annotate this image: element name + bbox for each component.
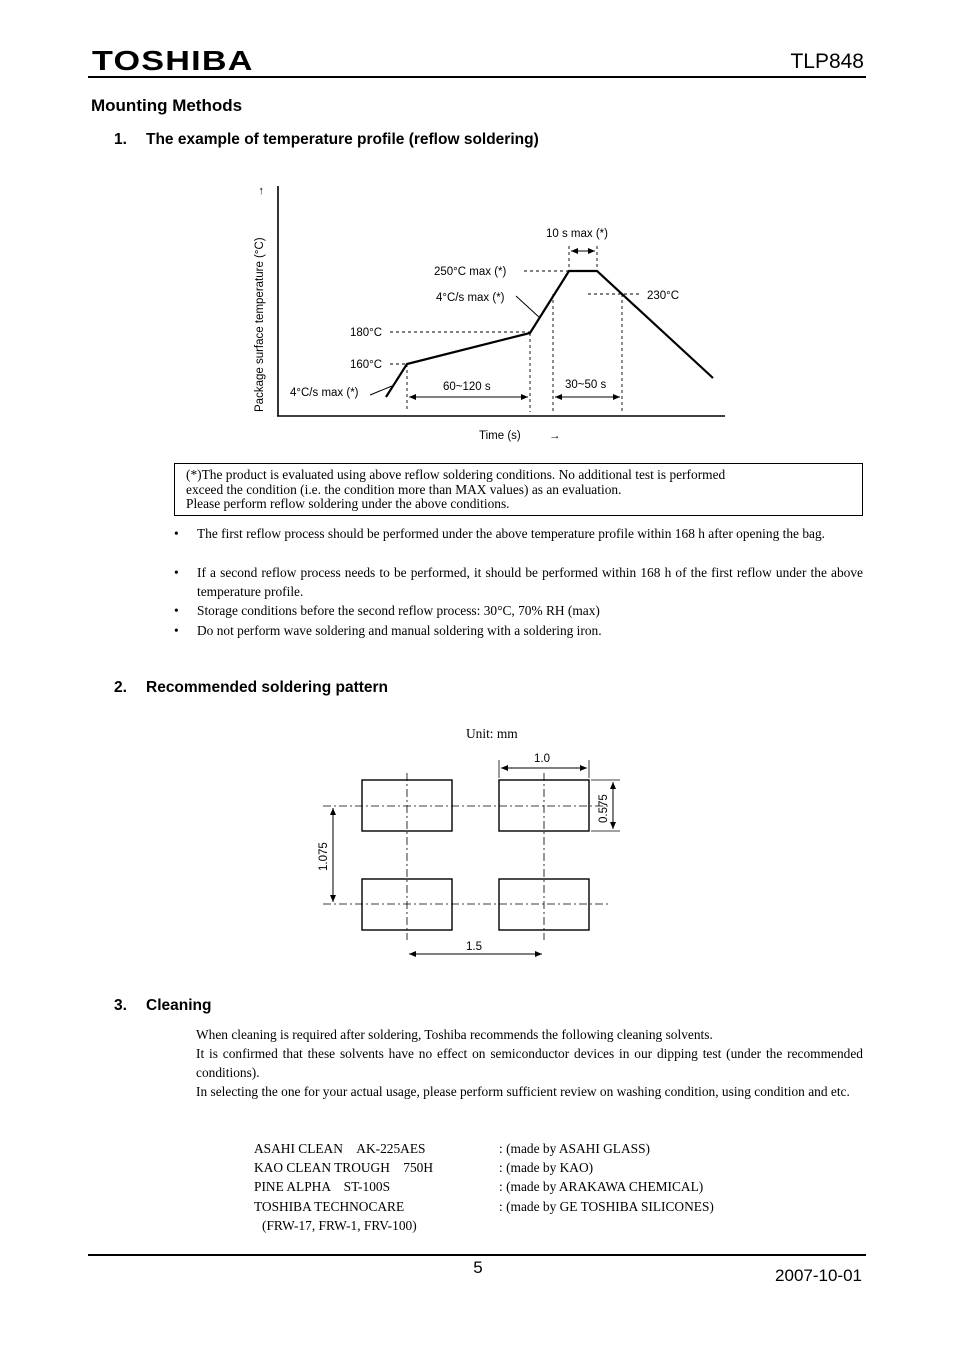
label-preheat-time: 60~120 s (443, 381, 491, 393)
solvent-maker: : (made by KAO) (499, 1160, 594, 1175)
solvent-name: KAO CLEAN TROUGH 750H (254, 1160, 434, 1175)
dim-pad-height: 0.575 (598, 794, 610, 823)
bullet-text: If a second reflow process needs to be performed, it should be performed within 168 h of the first reflow under the above temperature profile. (197, 565, 863, 599)
label-ramp-mid: 4°C/s max (*) (436, 292, 505, 304)
solvent-name: TOSHIBA TECHNOCARE (254, 1199, 405, 1214)
bullet-item: • Storage conditions before the second reflow process: 30°C, 70% RH (max) (174, 601, 863, 620)
section-number: 1. (114, 131, 127, 148)
y-axis-label: Package surface temperature (°C) (254, 237, 266, 412)
bullet-text: The first reflow process should be performed under the above temperature profile within 168 h after opening the bag. (197, 526, 826, 541)
leader-ramp-mid (516, 296, 540, 318)
bullet-item: • Do not perform wave soldering and manual soldering with a soldering iron. (174, 621, 863, 640)
bullet-text: Storage conditions before the second reflow process: 30°C, 70% RH (max) (197, 603, 600, 618)
section-3-heading (114, 997, 814, 1017)
label-180: 180°C (350, 327, 383, 339)
soldering-pattern-diagram (0, 740, 954, 980)
solvent-maker: : (made by ASAHI GLASS) (499, 1141, 651, 1156)
note-line: Please perform reflow soldering under the above conditions. (186, 496, 510, 512)
section-number: 3. (114, 997, 127, 1014)
reflow-profile-chart (0, 0, 954, 460)
label-250: 250°C max (*) (434, 266, 507, 278)
cleaning-paragraph: When cleaning is required after soldering, Toshiba recommends the following cleaning solvents. (196, 1027, 713, 1042)
solvent-maker: : (made by ARAKAWA CHEMICAL) (499, 1179, 704, 1194)
footer-divider (88, 1254, 866, 1256)
y-axis-arrow: → (254, 185, 266, 197)
toshiba-logo: TOSHIBA (92, 45, 254, 76)
page-title: Mounting Methods (91, 96, 243, 115)
section-title: The example of temperature profile (reflow soldering) (146, 131, 539, 148)
solvent-name: PINE ALPHA ST-100S (254, 1179, 391, 1194)
label-peak-time: 10 s max (*) (546, 228, 608, 240)
section-2-heading (114, 679, 814, 699)
document-date: 2007-10-01 (775, 1266, 862, 1285)
evaluation-note-box (174, 463, 863, 516)
cleaning-paragraph: In selecting the one for your actual usage, please perform sufficient review on washing condition, using condition and etc. (196, 1084, 850, 1099)
unit-label: Unit: mm (466, 726, 518, 741)
dim-row-pitch: 1.075 (318, 842, 330, 871)
solvent-variants: (FRW-17, FRW-1, FRV-100) (262, 1218, 417, 1233)
part-number: TLP848 (790, 50, 864, 73)
bullet-item: • The first reflow process should be performed under the above temperature profile within 168 h after opening the bag. (174, 524, 863, 562)
label-ramp-up: 4°C/s max (*) (290, 387, 359, 399)
label-160: 160°C (350, 359, 383, 371)
solvent-name: ASAHI CLEAN AK-225AES (254, 1141, 426, 1156)
dim-col-pitch: 1.5 (466, 941, 482, 953)
x-axis-arrow: → (549, 430, 561, 442)
section-title: Recommended soldering pattern (146, 679, 389, 696)
label-230-time: 30~50 s (565, 379, 607, 391)
note-line: (*)The product is evaluated using above reflow soldering conditions. No additional test is performed (186, 467, 726, 482)
dim-pad-width: 1.0 (534, 753, 550, 765)
cleaning-paragraph: It is confirmed that these solvents have no effect on semiconductor devices in our dipping test (under the recommended conditions). (196, 1046, 863, 1080)
page-number: 5 (473, 1258, 483, 1277)
label-230: 230°C (647, 290, 680, 302)
x-axis-label: Time (s) (479, 430, 521, 442)
section-title: Cleaning (146, 997, 212, 1014)
section-number: 2. (114, 679, 127, 696)
bullet-text: Do not perform wave soldering and manual soldering with a soldering iron. (197, 623, 602, 638)
bullet-item: • If a second reflow process needs to be performed, it should be performed within 168 h of the first reflow under the above temperature profile. (174, 565, 863, 599)
note-line: exceed the condition (i.e. the condition more than MAX values) as an evaluation. (186, 481, 622, 497)
solvent-maker: : (made by GE TOSHIBA SILICONES) (499, 1199, 714, 1214)
